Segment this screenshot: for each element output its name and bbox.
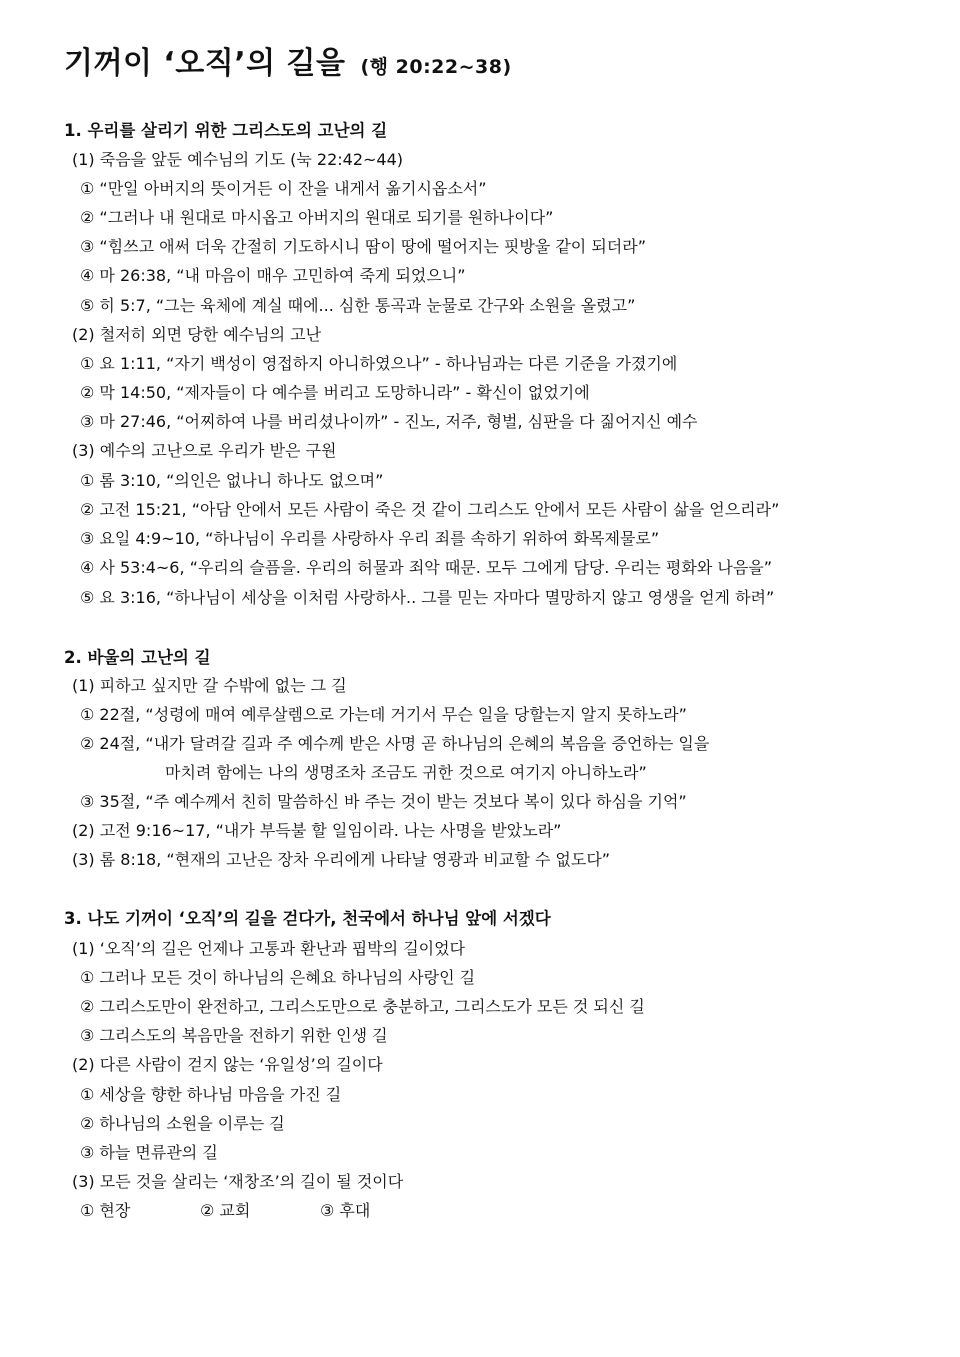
sub-item: ③ 마 27:46, “어찌하여 나를 버리셨나이까” - 진노, 저주, 형벌, 심판을 다 짊어지신 예수 <box>80 412 698 431</box>
sub-item: ② “그러나 내 원대로 마시옵고 아버지의 원대로 되기를 원하나이다” <box>80 208 554 227</box>
sub-item: ③ 요일 4:9~10, “하나님이 우리를 사랑하사 우리 죄를 속하기 위하여 화목제물로” <box>80 529 660 548</box>
page-title <box>64 38 512 82</box>
sub-item: ② 그리스도만이 완전하고, 그리스도만으로 충분하고, 그리스도가 모든 것 되신 길 <box>80 997 645 1016</box>
sub-item: ② 막 14:50, “제자들이 다 예수를 버리고 도망하니라” - 확신이 없었기에 <box>80 383 590 402</box>
sub-item: ③ 하늘 면류관의 길 <box>80 1143 218 1162</box>
item-label: (1) 죽음을 앞둔 예수님의 기도 (눅 22:42~44) <box>72 150 404 169</box>
item-label: (1) ‘오직’의 길은 언제나 고통과 환난과 핍박의 길이었다 <box>72 939 466 958</box>
item-label: (3) 롬 8:18, “현재의 고난은 장차 우리에게 나타날 영광과 비교할 수 없도다” <box>72 850 611 869</box>
item-label: (3) 예수의 고난으로 우리가 받은 구원 <box>72 441 337 460</box>
sub-item-continuation: 마치려 함에는 나의 생명조차 조금도 귀한 것으로 여기지 아니하노라” <box>165 763 647 782</box>
sub-item: ③ “힘쓰고 애써 더욱 간절히 기도하시니 땀이 땅에 떨어지는 핏방울 같이 되더라” <box>80 237 647 256</box>
item-label: (3) 모든 것을 살리는 ‘재창조’의 길이 될 것이다 <box>72 1172 404 1191</box>
sub-item: ③ 35절, “주 예수께서 친히 말씀하신 바 주는 것이 받는 것보다 복이 있다 하심을 기억” <box>80 792 687 811</box>
sub-item: ① 세상을 향한 하나님 마음을 가진 길 <box>80 1085 342 1104</box>
inline-sub-item: ① 현장 <box>80 1201 131 1220</box>
item-label: (1) 피하고 싶지만 갈 수밖에 없는 그 길 <box>72 676 347 695</box>
item-label: (2) 고전 9:16~17, “내가 부득불 할 일임이라. 나는 사명을 받았노라” <box>72 821 562 840</box>
item-label: (2) 다른 사람이 걷지 않는 ‘유일성’의 길이다 <box>72 1055 383 1074</box>
sub-item: ② 24절, “내가 달려갈 길과 주 예수께 받은 사명 곧 하나님의 은혜의 복음을 증언하는 일을 <box>80 734 710 753</box>
sub-item: ① 22절, “성령에 매여 예루살렘으로 가는데 거기서 무슨 일을 당할는지 알지 못하노라” <box>80 705 687 724</box>
section-heading: 3. 나도 기꺼이 ‘오직’의 길을 걷다가, 천국에서 하나님 앞에 서겠다 <box>64 909 551 928</box>
sub-item: ① “만일 아버지의 뜻이거든 이 잔을 내게서 옮기시옵소서” <box>80 179 487 198</box>
sub-item: ① 그러나 모든 것이 하나님의 은혜요 하나님의 사랑인 길 <box>80 968 476 987</box>
sub-item: ④ 마 26:38, “내 마음이 매우 고민하여 죽게 되었으니” <box>80 266 466 285</box>
sub-item: ③ 그리스도의 복음만을 전하기 위한 인생 길 <box>80 1026 388 1045</box>
sub-item: ⑤ 요 3:16, “하나님이 세상을 이처럼 사랑하사.. 그를 믿는 자마다 멸망하지 않고 영생을 얻게 하려” <box>80 588 775 607</box>
sub-item: ① 요 1:11, “자기 백성이 영접하지 아니하였으나” - 하나님과는 다른 기준을 가졌기에 <box>80 354 678 373</box>
item-label: (2) 철저히 외면 당한 예수님의 고난 <box>72 325 322 344</box>
section-heading: 2. 바울의 고난의 길 <box>64 648 211 667</box>
sub-item: ② 하나님의 소원을 이루는 길 <box>80 1114 285 1133</box>
title-main: 기꺼이 ‘오직’의 길을 <box>64 46 346 81</box>
title-reference: (행 20:22~38) <box>360 56 512 78</box>
sub-item: ① 롬 3:10, “의인은 없나니 하나도 없으며” <box>80 471 384 490</box>
sub-item: ⑤ 히 5:7, “그는 육체에 계실 때에... 심한 통곡과 눈물로 간구와 소원을 올렸고” <box>80 296 636 315</box>
sub-item: ② 고전 15:21, “아담 안에서 모든 사람이 죽은 것 같이 그리스도 안에서 모든 사람이 삶을 얻으리라” <box>80 500 780 519</box>
inline-sub-item: ② 교회 <box>200 1201 251 1220</box>
inline-sub-item: ③ 후대 <box>320 1201 371 1220</box>
sub-item: ④ 사 53:4~6, “우리의 슬픔을. 우리의 허물과 죄악 때문. 모두 그에게 담당. 우리는 평화와 나음을” <box>80 558 773 577</box>
section-heading: 1. 우리를 살리기 위한 그리스도의 고난의 길 <box>64 121 388 140</box>
